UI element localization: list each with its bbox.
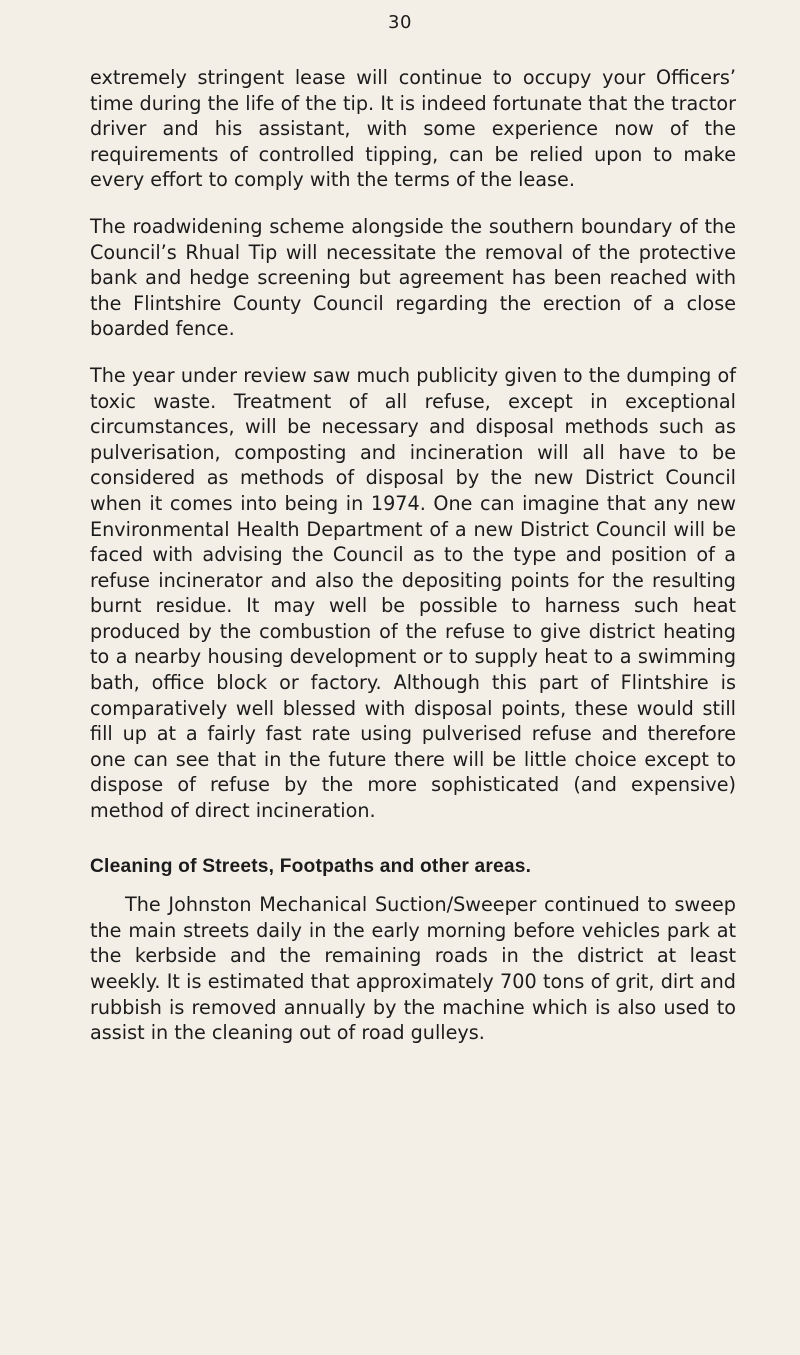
body-text <box>90 40 736 1046</box>
paragraph-toxic-waste: The year under review saw much publicity given to the dumping of toxic waste. Treatment of all refuse, except in exceptional circumstances, will be necessary and disposal methods such as pulverisation, composting and incineration will all have to be considered as methods of disposal by the new District Council when it comes into being in 1974. One can imagine that any new Environmental Health Department of a new District Council will be faced with advising the Council as to the type and position of a refuse incinerator and also the depositing points for the resulting burnt residue. It may well be possible to harness such heat produced by the combustion of the refuse to give district heating to a nearby housing development or to supply heat to a swimming bath, office block or factory. Although this part of Flintshire is comparatively well blessed with disposal points, these would still fill up at a fairly fast rate using pulverised refuse and therefore one can see that in the future there will be little choice except to dispose of refuse by the more sophisticated (and expensive) method of direct incineration. <box>90 363 736 823</box>
section-heading: Cleaning of Streets, Footpaths and other areas. <box>90 855 532 877</box>
page-number: 30 <box>388 12 412 33</box>
paragraph-roadwidening: The roadwidening scheme alongside the southern boundary of the Council’s Rhual Tip will necessitate the removal of the protective bank and hedge screening but agreement has been reached with the Flintshire County Council regarding the erection of a close boarded fence. <box>90 214 736 341</box>
paragraph-tip-lease: extremely stringent lease will continue to occupy your Officers’ time during the life of the tip. It is indeed fortunate that the tractor driver and his assistant, with some experience now of the requirements of controlled tipping, can be relied upon to make every effort to comply with the terms of the lease. <box>90 66 736 192</box>
paragraph-street-cleaning: The Johnston Mechanical Suction/Sweeper continued to sweep the main streets daily in the early morning before vehicles park at the kerbside and the remaining roads in the district at least weekly. It is estimated that approximately 700 tons of grit, dirt and rubbish is removed annually by the machine which is also used to assist in the cleaning out of road gulleys. <box>90 893 736 1045</box>
